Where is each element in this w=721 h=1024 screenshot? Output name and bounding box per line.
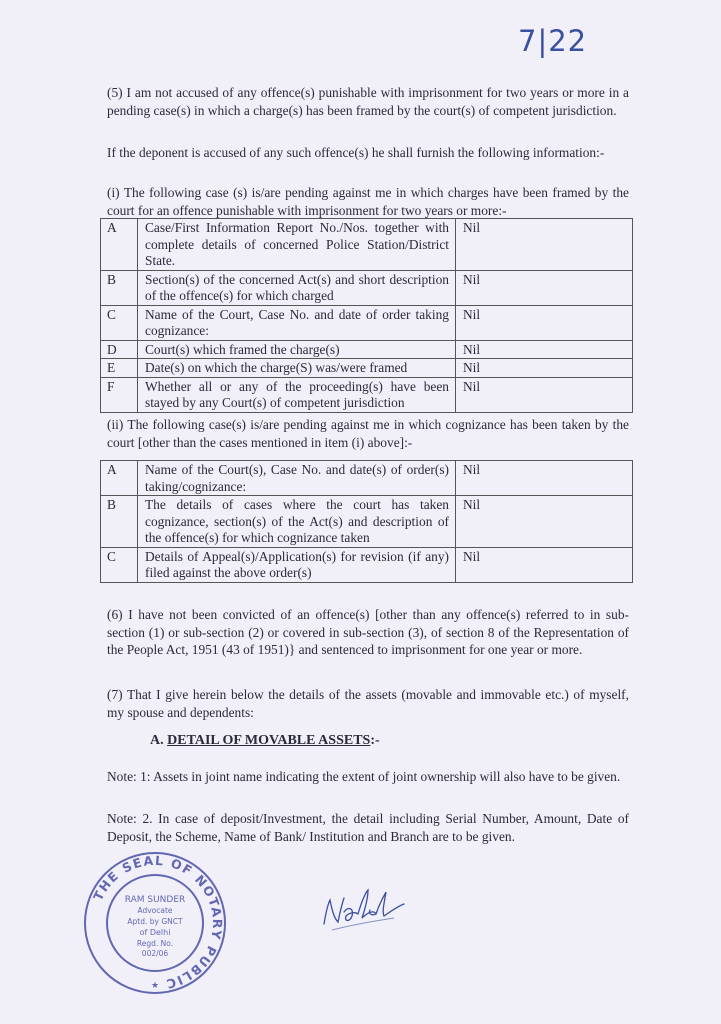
- seal-line-1: RAM SUNDER: [124, 895, 186, 905]
- row-description: Court(s) which framed the charge(s): [138, 340, 456, 359]
- table-row: [101, 305, 633, 340]
- signature: [318, 878, 408, 938]
- row-value: Nil: [456, 305, 633, 340]
- cognizance-table: [100, 460, 633, 583]
- row-code: D: [101, 340, 138, 359]
- movable-assets-heading: [150, 733, 380, 749]
- row-code: A: [101, 461, 138, 496]
- seal-ring-text: THE SEAL OF NOTARY PUBLIC: [90, 852, 226, 993]
- para-6: (6) I have not been convicted of an offence(s) [other than any offence(s) referred to in sub-section (1) or sub-section (2) or covered in sub-section (3), of section 8 of the Representation of the People Act, 1951 (43 of 1951)} and sentenced to imprisonment for one year or more.: [107, 607, 629, 657]
- heading-prefix: A.: [150, 733, 168, 748]
- row-value: Nil: [456, 219, 633, 271]
- row-value: Nil: [456, 377, 633, 412]
- table-row: [101, 547, 633, 582]
- row-value: Nil: [456, 496, 633, 548]
- page-number: 7|22: [518, 24, 588, 58]
- para-if-accused: If the deponent is accused of any such offence(s) he shall furnish the following information:-: [107, 145, 605, 160]
- table-row: [101, 461, 633, 496]
- pending-charges-table: [100, 218, 633, 413]
- row-code: B: [101, 270, 138, 305]
- table-row: [101, 219, 633, 271]
- row-value: Nil: [456, 461, 633, 496]
- note-2: Note: 2. In case of deposit/Investment, the detail including Serial Number, Amount, Date of Deposit, the Scheme, Name of Bank/ Institution and Branch are to be given.: [107, 811, 629, 844]
- note-1: Note: 1: Assets in joint name indicating the extent of joint ownership will also have to be given.: [107, 769, 621, 784]
- heading-suffix: :-: [370, 733, 380, 748]
- seal-line-5: Regd. No.: [136, 939, 174, 948]
- row-value: Nil: [456, 547, 633, 582]
- row-value: Nil: [456, 340, 633, 359]
- row-description: Case/First Information Report No./Nos. together with complete details of concerned Police Station/District State.: [138, 219, 456, 271]
- table-row: [101, 270, 633, 305]
- table-row: [101, 377, 633, 412]
- row-code: F: [101, 377, 138, 412]
- row-code: A: [101, 219, 138, 271]
- heading-text: DETAIL OF MOVABLE ASSETS: [167, 733, 371, 748]
- row-value: Nil: [456, 359, 633, 378]
- row-description: Name of the Court, Case No. and date of order taking cognizance:: [138, 305, 456, 340]
- seal-line-6: 002/06: [141, 949, 169, 958]
- seal-line-4: of Delhi: [139, 928, 171, 937]
- seal-line-3: Aptd. by GNCT: [127, 917, 183, 926]
- para-ii: (ii) The following case(s) is/are pending against me in which cognizance has been taken by the court [other than the cases mentioned in item (i) above]:-: [107, 417, 629, 450]
- table-row: [101, 496, 633, 548]
- seal-line-2: Advocate: [137, 906, 173, 915]
- row-value: Nil: [456, 270, 633, 305]
- row-description: Whether all or any of the proceeding(s) have been stayed by any Court(s) of competent jurisdiction: [138, 377, 456, 412]
- row-description: Date(s) on which the charge(S) was/were framed: [138, 359, 456, 378]
- row-description: Name of the Court(s), Case No. and date(s) of order(s) taking/cognizance:: [138, 461, 456, 496]
- row-description: The details of cases where the court has taken cognizance, section(s) of the Act(s) and description of the offence(s) for which cognizance taken: [138, 496, 456, 548]
- seal-star-icon: ★: [150, 981, 160, 991]
- table-row: [101, 340, 633, 359]
- row-description: Details of Appeal(s)/Application(s) for revision (if any) filed against the above order(s): [138, 547, 456, 582]
- para-7: (7) That I give herein below the details of the assets (movable and immovable etc.) of myself, my spouse and dependents:: [107, 687, 629, 720]
- row-code: C: [101, 547, 138, 582]
- row-code: B: [101, 496, 138, 548]
- row-description: Section(s) of the concerned Act(s) and short description of the offence(s) for which charged: [138, 270, 456, 305]
- row-code: E: [101, 359, 138, 378]
- para-5: (5) I am not accused of any offence(s) punishable with imprisonment for two years or more in a pending case(s) in which a charge(s) has been framed by the court(s) of competent jurisdiction.: [107, 85, 629, 118]
- row-code: C: [101, 305, 138, 340]
- table-row: [101, 359, 633, 378]
- para-i: (i) The following case (s) is/are pending against me in which charges have been framed by the court for an offence punishable with imprisonment for two years or more:-: [107, 185, 629, 218]
- notary-seal-stamp: [82, 850, 228, 996]
